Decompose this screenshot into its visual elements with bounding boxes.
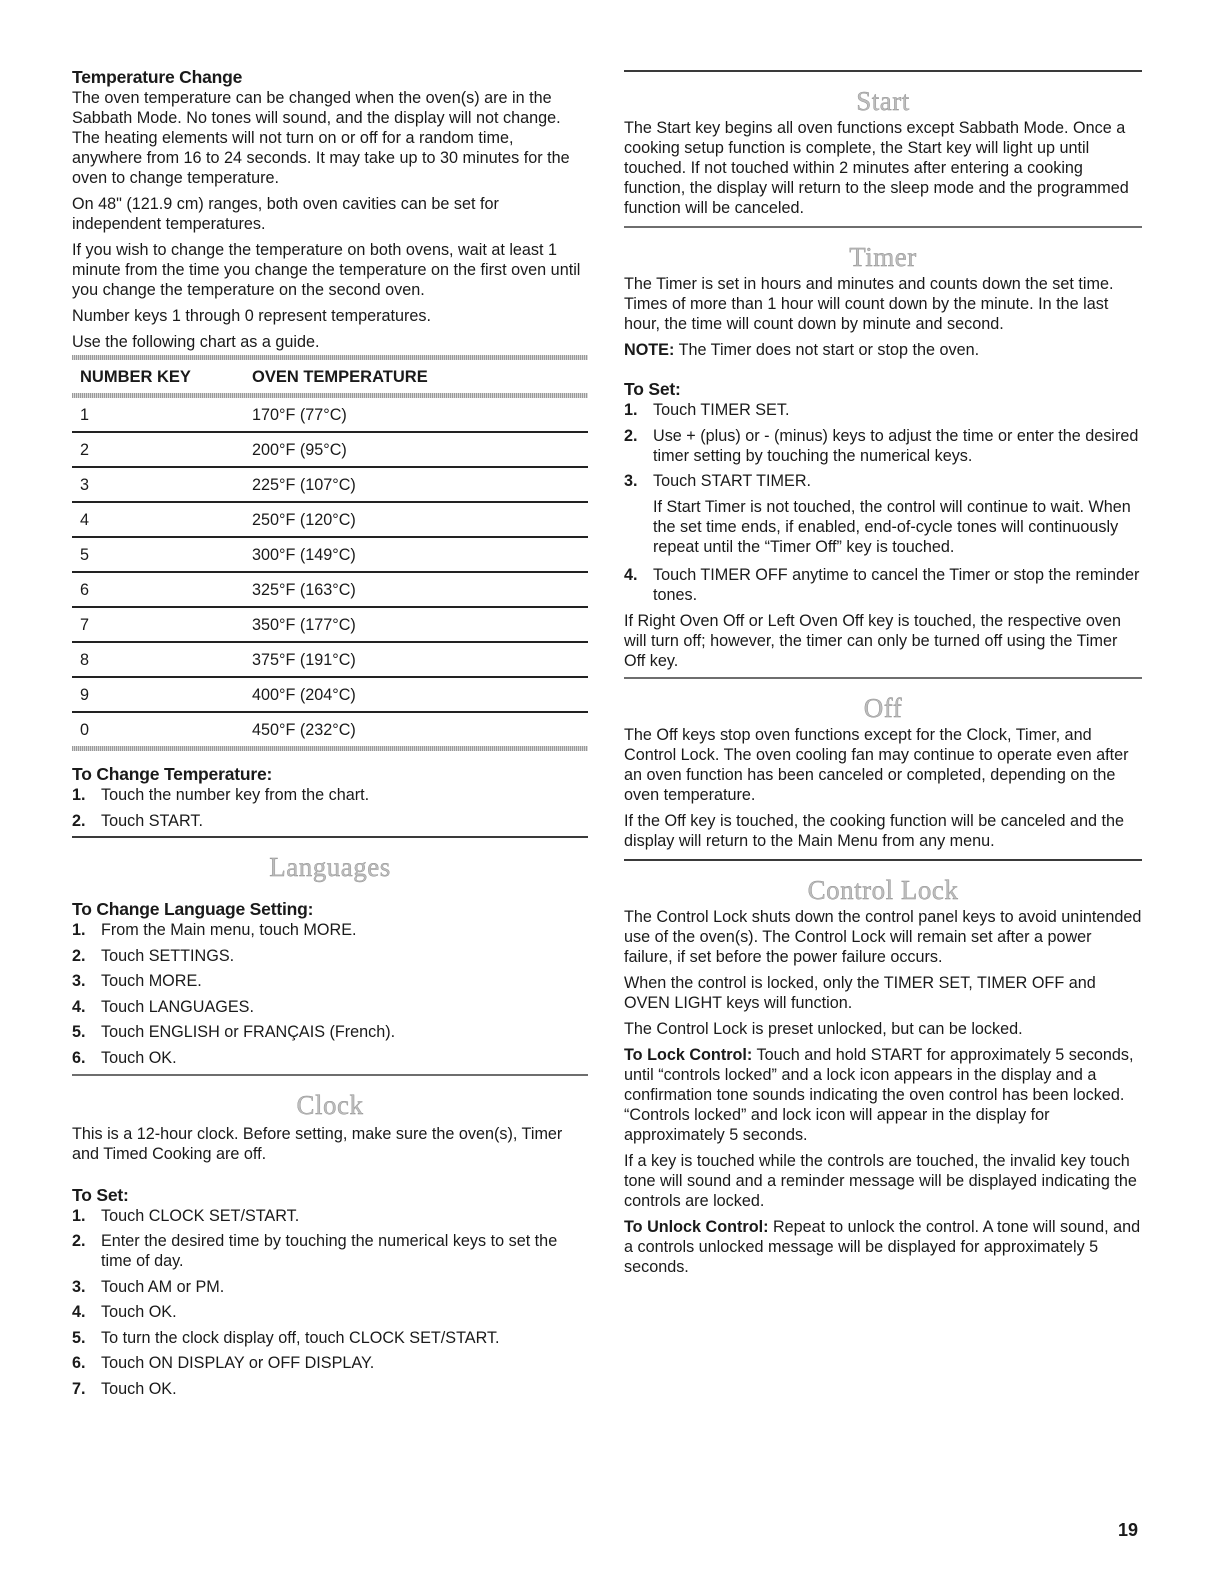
step-number: 3. xyxy=(72,972,86,990)
section-divider xyxy=(624,859,1142,861)
temperature-cell: 200°F (95°C) xyxy=(252,432,588,467)
number-key-cell: 7 xyxy=(72,607,252,642)
step-text: Enter the desired time by touching the numerical keys to set the time of day. xyxy=(101,1232,558,1270)
temperature-cell: 450°F (232°C) xyxy=(252,712,588,746)
step-number: 3. xyxy=(624,472,638,490)
temperature-cell: 300°F (149°C) xyxy=(252,537,588,572)
section-divider xyxy=(72,836,588,838)
step-number: 1. xyxy=(72,1206,86,1225)
step-text: Touch SETTINGS. xyxy=(101,946,235,965)
list-item xyxy=(72,946,588,966)
table-row xyxy=(72,502,588,537)
control-lock-section xyxy=(624,875,1142,1277)
step-number: 3. xyxy=(72,1277,86,1296)
step-number: 2. xyxy=(624,426,638,445)
step-number: 6. xyxy=(72,1048,86,1067)
step-number: 1. xyxy=(624,401,638,419)
table-row xyxy=(72,467,588,502)
temperature-cell: 350°F (177°C) xyxy=(252,607,588,642)
column-header-number-key: NUMBER KEY xyxy=(80,368,191,386)
step-number: 2. xyxy=(72,811,86,830)
start-title: Start xyxy=(856,86,910,116)
step-subtext: If Start Timer is not touched, the control will continue to wait. When the set time ends, if enabled, end-of-cycle tones will continuously repeat until the “Timer Off” key is touched. xyxy=(653,498,1131,556)
step-text: Touch ON DISPLAY or OFF DISPLAY. xyxy=(101,1354,375,1372)
list-item xyxy=(72,1328,588,1348)
list-item xyxy=(624,565,1142,605)
paragraph: The Control Lock is preset unlocked, but can be locked. xyxy=(624,1019,1023,1038)
list-item xyxy=(72,1302,588,1322)
step-number: 2. xyxy=(72,946,86,965)
temperature-cell: 400°F (204°C) xyxy=(252,677,588,712)
lock-control-text: Touch and hold START for approximately 5 seconds, until “controls locked” and a lock icon appears in the display and a confirmation tone sounds indicating the oven control has been locked. “Controls locked” and lock icon will appear in the display for approximately 5 seconds. xyxy=(624,1045,1134,1144)
invalid-key-paragraph: If a key is touched while the controls are touched, the invalid key touch tone will sound and a reminder message will be displayed indicating the controls are locked. xyxy=(624,1151,1137,1210)
table-row xyxy=(72,432,588,467)
to-change-temperature-heading: To Change Temperature: xyxy=(72,764,273,784)
step-text: Touch START. xyxy=(101,811,203,830)
number-key-cell: 2 xyxy=(72,432,252,467)
clock-intro: This is a 12-hour clock. Before setting, make sure the oven(s), Timer and Timed Cooking are off. xyxy=(72,1124,563,1163)
step-text: Touch the number key from the chart. xyxy=(101,786,370,804)
column-header-oven-temperature: OVEN TEMPERATURE xyxy=(252,368,428,386)
languages-section xyxy=(72,852,588,1068)
step-number: 2. xyxy=(72,1232,86,1250)
right-column xyxy=(624,70,1142,1283)
to-change-language-heading: To Change Language Setting: xyxy=(72,899,314,919)
step-number: 4. xyxy=(624,566,638,584)
list-item xyxy=(72,1022,588,1042)
table-row xyxy=(72,398,588,432)
list-item xyxy=(72,920,588,940)
paragraph: If you wish to change the temperature on both ovens, wait at least 1 minute from the time you change the temperature on the first oven until you change the temperature on the second oven. xyxy=(72,241,581,299)
step-text: Touch TIMER OFF anytime to cancel the Timer or stop the reminder tones. xyxy=(653,566,1140,604)
section-divider xyxy=(624,70,1142,72)
clock-steps xyxy=(72,1206,588,1399)
list-item xyxy=(72,1353,588,1373)
paragraph: Number keys 1 through 0 represent temperatures. xyxy=(72,307,432,325)
number-key-cell: 4 xyxy=(72,502,252,537)
list-item xyxy=(72,1277,588,1297)
step-number: 7. xyxy=(72,1379,86,1398)
step-number: 6. xyxy=(72,1354,86,1372)
off-title: Off xyxy=(863,692,903,723)
timer-to-set-heading: To Set: xyxy=(624,379,681,399)
paragraph: On 48" (121.9 cm) ranges, both oven cavities can be set for independent temperatures. xyxy=(72,195,499,233)
step-text: From the Main menu, touch MORE. xyxy=(101,921,357,939)
step-number: 1. xyxy=(72,786,86,804)
left-column xyxy=(72,66,588,1404)
clock-section xyxy=(72,1090,588,1399)
temperature-change-section xyxy=(72,66,588,831)
table-row xyxy=(72,677,588,712)
note-text: The Timer does not start or stop the oven. xyxy=(674,341,980,359)
step-number: 5. xyxy=(72,1328,86,1347)
list-item xyxy=(72,997,588,1017)
number-key-cell: 6 xyxy=(72,572,252,607)
list-item xyxy=(72,1206,588,1226)
control-lock-title: Control Lock xyxy=(807,874,959,905)
section-divider xyxy=(624,226,1142,228)
paragraph: If the Off key is touched, the cooking function will be canceled and the display will return to the Main Menu from any menu. xyxy=(624,811,1125,850)
table-header-row xyxy=(72,360,588,393)
number-key-cell: 5 xyxy=(72,537,252,572)
unlock-control-label: To Unlock Control: xyxy=(624,1217,769,1236)
number-key-cell: 0 xyxy=(72,712,252,746)
timer-section xyxy=(624,242,1142,671)
page-number: 19 xyxy=(1118,1520,1139,1540)
step-number: 4. xyxy=(72,1303,86,1321)
table-row xyxy=(72,607,588,642)
clock-title: Clock xyxy=(296,1089,364,1120)
timer-intro: The Timer is set in hours and minutes and counts down the set time. Times of more than 1 hour will count down by the minute. In the last hour, the time will count down by minute and second. xyxy=(624,275,1114,333)
temperature-table xyxy=(72,360,588,746)
step-text: Touch CLOCK SET/START. xyxy=(101,1206,300,1225)
paragraph: The Off keys stop oven functions except for the Clock, Timer, and Control Lock. The oven cooling fan may continue to operate even after an oven function has been canceled or completed, depending on the oven temperature. xyxy=(624,725,1129,804)
paragraph: The Control Lock shuts down the control panel keys to avoid unintended use of the oven(s). The Control Lock will remain set after a power failure, if set before the power failure occurs. xyxy=(624,907,1142,966)
languages-title: Languages xyxy=(269,852,391,882)
step-text: Touch OK. xyxy=(101,1303,177,1321)
step-text xyxy=(653,471,1142,557)
table-row xyxy=(72,642,588,677)
unlock-control-text: Repeat to unlock the control. A tone will sound, and a controls unlocked message will be displayed for approximately 5 seconds. xyxy=(624,1217,1141,1276)
timer-note xyxy=(624,340,1142,360)
temperature-cell: 250°F (120°C) xyxy=(252,502,588,537)
step-text: Touch LANGUAGES. xyxy=(101,997,254,1016)
list-item xyxy=(624,400,1142,420)
temperature-cell: 225°F (107°C) xyxy=(252,467,588,502)
number-key-cell: 8 xyxy=(72,642,252,677)
paragraph: The oven temperature can be changed when the oven(s) are in the Sabbath Mode. No tones will sound, and the display will not change. The heating elements will not turn on or off for a random time, anywhere from 16 to 24 seconds. It may take up to 30 minutes for the oven to change temperature. xyxy=(72,89,570,187)
clock-to-set-heading: To Set: xyxy=(72,1184,129,1205)
unlock-control-paragraph xyxy=(624,1217,1142,1277)
list-item xyxy=(72,1231,588,1271)
table-bottom-rule xyxy=(72,746,588,751)
list-item xyxy=(72,811,588,831)
number-key-cell: 9 xyxy=(72,677,252,712)
number-key-cell: 1 xyxy=(80,406,90,424)
off-section xyxy=(624,693,1142,851)
to-change-temperature-steps xyxy=(72,785,588,831)
list-item xyxy=(72,1048,588,1068)
timer-steps xyxy=(624,400,1142,605)
step-number: 5. xyxy=(72,1023,86,1041)
number-key-cell: 3 xyxy=(72,467,252,502)
start-section xyxy=(624,86,1142,218)
table-row xyxy=(72,537,588,572)
language-steps xyxy=(72,920,588,1068)
step-text: Touch AM or PM. xyxy=(101,1277,225,1296)
list-item xyxy=(72,1379,588,1399)
table-row xyxy=(72,712,588,746)
timer-outro: If Right Oven Off or Left Oven Off key is touched, the respective oven will turn off; however, the timer can only be turned off using the Timer Off key. xyxy=(624,611,1121,670)
step-text: Touch OK. xyxy=(101,1048,177,1067)
step-text: Touch OK. xyxy=(101,1379,177,1398)
list-item xyxy=(624,426,1142,466)
note-label: NOTE: xyxy=(624,341,675,359)
lock-control-paragraph xyxy=(624,1045,1142,1145)
step-text: Touch TIMER SET. xyxy=(653,401,790,419)
list-item xyxy=(72,785,588,805)
section-divider xyxy=(72,1074,588,1076)
temperature-cell: 375°F (191°C) xyxy=(252,642,588,677)
step-text: Touch ENGLISH or FRANÇAIS (French). xyxy=(101,1023,396,1041)
table-row xyxy=(72,572,588,607)
paragraph: Use the following chart as a guide. xyxy=(72,333,320,351)
step-text: To turn the clock display off, touch CLOCK SET/START. xyxy=(101,1328,500,1347)
temperature-cell: 170°F (77°C) xyxy=(252,406,347,424)
timer-title: Timer xyxy=(849,242,917,272)
step-number: 4. xyxy=(72,997,86,1016)
paragraph: When the control is locked, only the TIMER SET, TIMER OFF and OVEN LIGHT keys will function. xyxy=(624,973,1096,1012)
list-item xyxy=(624,471,1142,557)
start-text: The Start key begins all oven functions except Sabbath Mode. Once a cooking setup function is complete, the Start key will light up until touched. If not touched within 2 minutes after entering a cooking function, the display will return to the sleep mode and the programmed function will be canceled. xyxy=(624,119,1129,217)
step-text: Use + (plus) or - (minus) keys to adjust the time or enter the desired timer setting by touching the numerical keys. xyxy=(653,426,1139,465)
lock-control-label: To Lock Control: xyxy=(624,1045,753,1064)
section-divider xyxy=(624,677,1142,679)
step-text: Touch MORE. xyxy=(101,972,202,990)
step-main-text: Touch START TIMER. xyxy=(653,472,812,490)
temperature-change-heading: Temperature Change xyxy=(72,67,243,87)
temperature-cell: 325°F (163°C) xyxy=(252,572,588,607)
step-number: 1. xyxy=(72,921,86,939)
list-item xyxy=(72,971,588,991)
